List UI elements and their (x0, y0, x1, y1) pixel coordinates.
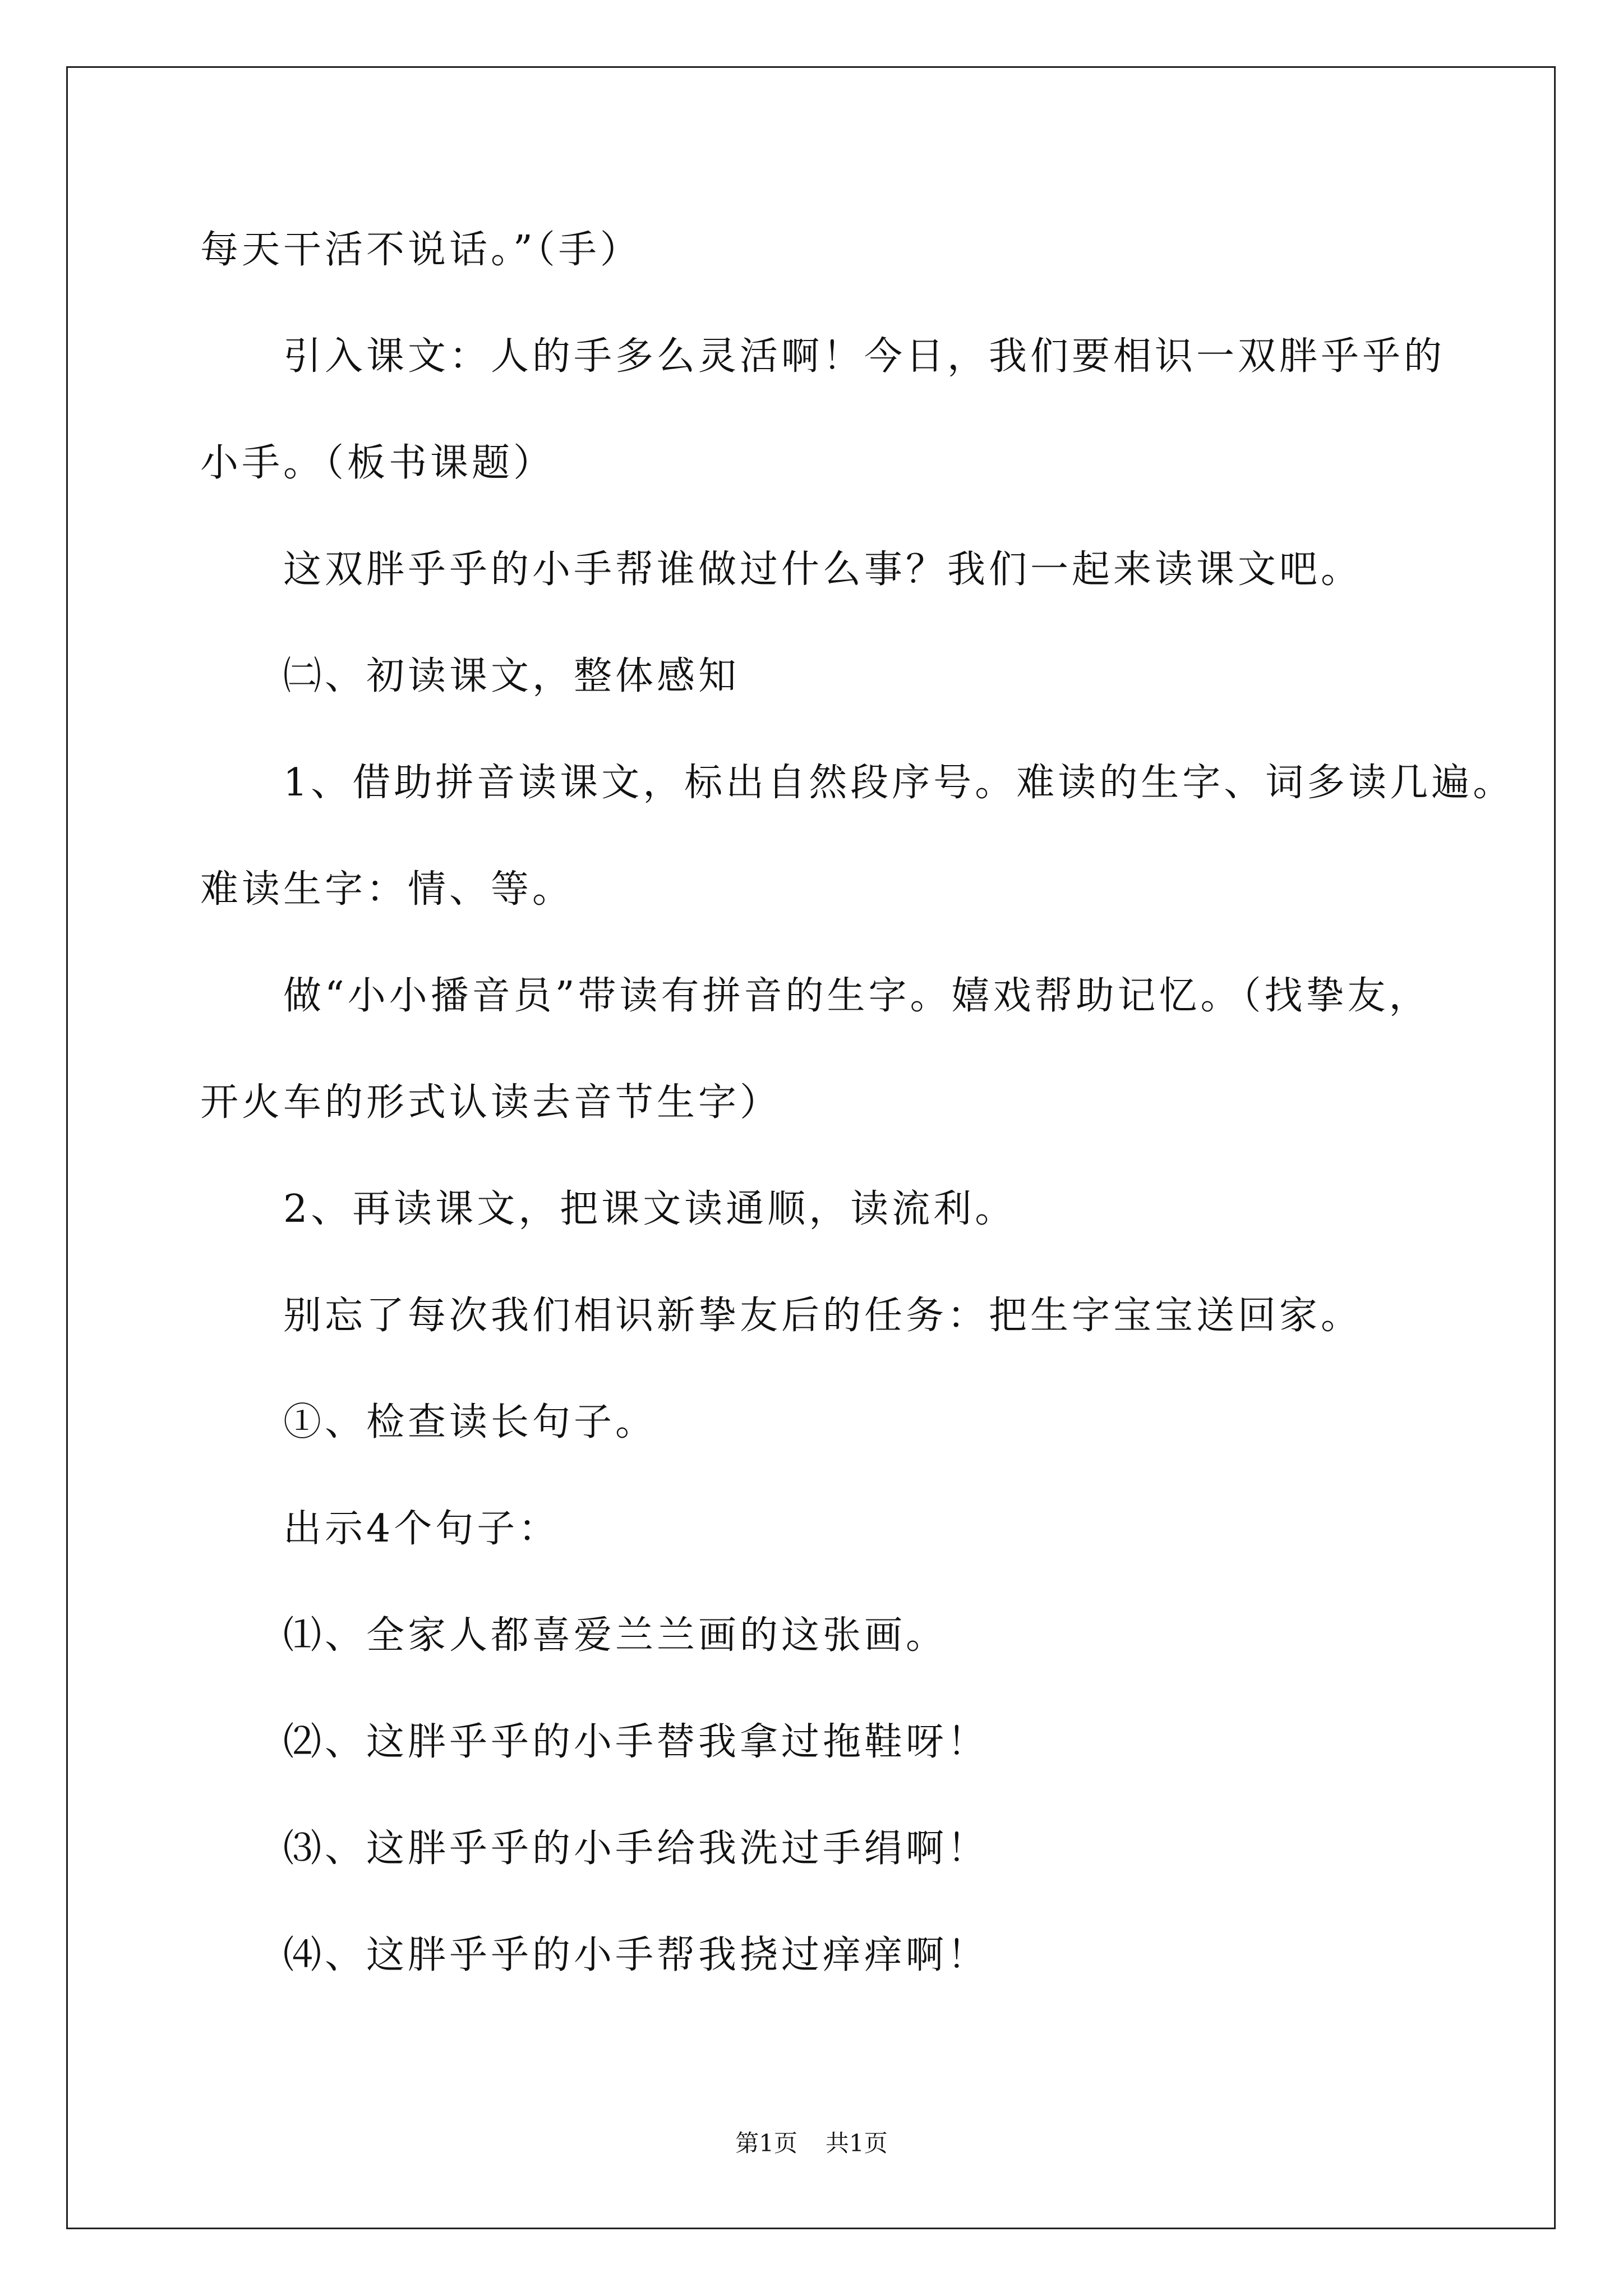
text-line-10: 2、再读课文，把课文读通顺，读流利。 (283, 1187, 1017, 1231)
text-line-8: 做“小小播音员”带读有拼音的生字。嬉戏帮助记忆。（找挚友， (283, 974, 1431, 1018)
page-footer (0, 2129, 1623, 2157)
text-line-17: ⑷、这胖乎乎的小手帮我挠过痒痒啊！ (283, 1933, 989, 1977)
text-line-16: ⑶、这胖乎乎的小手给我洗过手绢啊！ (283, 1826, 989, 1871)
page-number-current: 第1页 (735, 2129, 797, 2157)
page-border (66, 66, 1556, 2229)
text-line-4: 这双胖乎乎的小手帮谁做过什么事？我们一起来读课文吧。 (283, 547, 1363, 592)
text-line-2: 引入课文：人的手多么灵活啊！今日，我们要相识一双胖乎乎的 (283, 334, 1446, 379)
text-line-7: 难读生字：情、等。 (200, 867, 574, 912)
text-line-12: ①、检查读长句子。 (283, 1400, 657, 1444)
text-line-15: ⑵、这胖乎乎的小手替我拿过拖鞋呀！ (283, 1720, 989, 1764)
text-line-3: 小手。（板书课题） (200, 441, 555, 485)
text-line-14: ⑴、全家人都喜爱兰兰画的这张画。 (283, 1613, 948, 1658)
text-line-6: 1、借助拼音读课文，标出自然段序号。难读的生字、词多读几遍。 (283, 761, 1515, 805)
text-line-13: 出示4个句子： (283, 1507, 560, 1551)
text-line-9: 开火车的形式认读去音节生字） (200, 1080, 782, 1125)
page-number-total: 共1页 (826, 2129, 888, 2157)
text-line-11: 别忘了每次我们相识新挚友后的任务：把生字宝宝送回家。 (283, 1294, 1363, 1338)
text-line-1: 每天干活不说话。”（手） (200, 228, 642, 272)
text-line-5: ㈡、初读课文，整体感知 (283, 654, 740, 698)
